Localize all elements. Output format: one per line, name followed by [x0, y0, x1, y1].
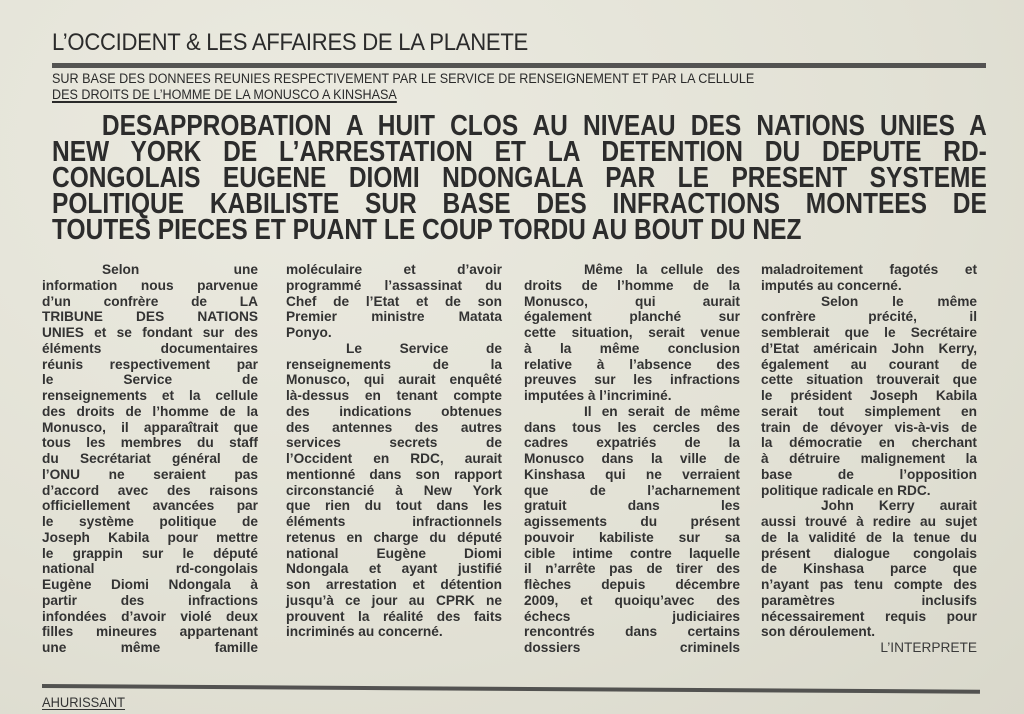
next-section-heading: AHURISSANT	[42, 694, 126, 710]
body-line: tous les membres du staff	[42, 435, 258, 451]
body-line: des indications obtenues	[286, 403, 502, 419]
body-line: Selon une	[102, 262, 258, 277]
body-line: programmé l’assassinat du	[286, 277, 502, 293]
body-line: rencontrés dans certains	[524, 624, 740, 640]
body-line: le président Joseph Kabila	[761, 388, 977, 403]
body-line: droits de l’homme de la	[524, 277, 740, 293]
headline-line: POLITIQUE KABILISTE SUR BASE DES INFRACTIONS MONTEES DE	[52, 188, 987, 220]
body-line: preuves sur les infractions	[524, 372, 740, 388]
article-headline	[52, 110, 987, 246]
body-line: circonstancié à New York	[286, 482, 502, 498]
body-line: 2009, et quoiqu’avec des	[524, 592, 740, 608]
kicker-line-1: SUR BASE DES DONNEES REUNIES RESPECTIVEMENT PAR LE SERVICE DE RENSEIGNEMENT ET PAR LA CELLULE	[52, 71, 755, 86]
body-line: Eugène Diomi Ndongala à	[42, 577, 258, 592]
body-line: agissements du présent	[524, 514, 740, 529]
body-line: moléculaire et d’avoir	[286, 262, 502, 277]
body-line: UNIES et se fondant sur des	[42, 325, 258, 340]
headline-line: NEW YORK DE L’ARRESTATION ET LA DETENTION DU DEPUTE RD-	[52, 136, 987, 168]
body-line: Kinshasa qui ne verraient	[524, 466, 740, 482]
body-line: partir des infractions	[42, 592, 258, 608]
body-line: à la même conclusion	[524, 340, 740, 356]
body-line: base de l’opposition	[761, 466, 977, 482]
body-line: relative à l’absence des	[524, 356, 740, 372]
body-line: présent dialogue congolais	[761, 545, 977, 561]
body-line: cible intime contre laquelle	[524, 545, 740, 561]
section-title: L’OCCIDENT & LES AFFAIRES DE LA PLANETE	[52, 29, 528, 56]
body-line: à détruire malignement la	[761, 451, 977, 466]
body-line: pouvoir kabiliste sur sa	[524, 529, 740, 545]
headline-line: DESAPPROBATION A HUIT CLOS AU NIVEAU DES NATIONS UNIES A	[101, 110, 987, 142]
body-line: incriminés au concerné.	[286, 624, 443, 640]
body-line: imputés au concerné.	[761, 277, 902, 293]
body-line: Monusco dans la ville de	[524, 451, 740, 466]
body-line: renseignements et la cellule	[42, 388, 258, 403]
author-signature: L’INTERPRETE	[880, 640, 977, 655]
body-line: il n’arrête pas de tirer des	[524, 561, 740, 577]
article-column-4	[761, 262, 977, 656]
body-line: politique radicale en RDC.	[761, 482, 931, 498]
article-column-3	[524, 262, 740, 656]
body-line: une même famille	[42, 640, 258, 655]
body-line: le grappin sur le député	[42, 545, 258, 561]
body-line: n’ayant pas tenu compte des	[761, 577, 977, 592]
body-line: d’Etat américain John Kerry,	[761, 340, 977, 356]
headline-line: CONGOLAIS EUGENE DIOMI NDONGALA PAR LE PRESENT SYSTEME	[52, 162, 987, 194]
body-line: Joseph Kabila pour mettre	[42, 529, 258, 545]
body-line: John Kerry aurait	[821, 498, 977, 514]
body-line: nécessairement requis pour	[761, 608, 977, 624]
body-line: des antennes des autres	[286, 419, 502, 435]
body-line: d’un confrère de LA	[42, 293, 258, 309]
body-line: maladroitement fagotés et	[761, 262, 977, 277]
body-line: infondées d’avoir violé deux	[42, 608, 258, 624]
body-line: retenus en charge du député	[286, 529, 502, 545]
body-line: que de l’acharnement	[524, 482, 740, 498]
body-line: jusqu’à ce jour au CPRK ne	[286, 592, 502, 608]
body-line: le Service de	[42, 372, 258, 388]
headline-line: TOUTES PIECES ET PUANT LE COUP TORDU AU BOUT DU NEZ	[52, 214, 802, 246]
body-line: mentionné dans son rapport	[286, 466, 502, 482]
body-line: Ndongala et ayant justifié	[286, 561, 502, 577]
body-line: filles mineures appartenant	[42, 624, 258, 640]
body-line: dossiers criminels	[524, 640, 740, 655]
body-line: cette situation trouverait que	[761, 372, 977, 388]
body-line: paramètres inclusifs	[761, 592, 977, 608]
body-line: de la validité de la tenue du	[761, 529, 977, 545]
body-line: Ponyo.	[286, 325, 332, 340]
body-line: flèches depuis décembre	[524, 577, 740, 592]
body-line: semblerait que le Secrétaire	[761, 325, 977, 340]
body-line: cette situation, serait venue	[524, 325, 740, 340]
body-line: que rien du tout dans les	[286, 498, 502, 514]
body-line: train de dévoyer vis-à-vis de	[761, 419, 977, 435]
body-line: national Eugène Diomi	[286, 545, 502, 561]
body-line: prouvent la réalité des faits	[286, 608, 502, 624]
body-line: son arrestation et détention	[286, 577, 502, 592]
kicker-subheading	[52, 71, 936, 103]
body-line: officiellement avancées par	[42, 498, 258, 514]
body-line: information nous parvenue	[42, 277, 258, 293]
body-line: échecs judiciaires	[524, 608, 740, 624]
body-line: des droits de l’homme de la	[42, 403, 258, 419]
body-line: Le Service de	[346, 340, 502, 356]
body-line: l’Occident en RDC, aurait	[286, 451, 502, 466]
body-line: dans tous les cercles des	[524, 419, 740, 435]
body-line: également planché sur	[524, 309, 740, 325]
body-line: son déroulement.	[761, 624, 876, 640]
top-rule-divider	[52, 63, 986, 68]
body-line: éléments infractionnels	[286, 514, 502, 529]
body-line: Selon le même	[821, 293, 977, 309]
body-line: national rd-congolais	[42, 561, 258, 577]
bottom-rule-divider	[42, 684, 980, 694]
body-line: Monusco, il apparaîtrait que	[42, 419, 258, 435]
article-column-2	[286, 262, 502, 640]
body-line: renseignements de la	[286, 356, 502, 372]
body-line: Premier ministre Matata	[286, 309, 502, 325]
body-line: là-dessus en tenant compte	[286, 388, 502, 403]
article-column-1	[42, 262, 258, 656]
body-line: Il en serait de même	[584, 403, 740, 419]
body-line: confrère précité, il	[761, 309, 977, 325]
body-line: également au courant de	[761, 356, 977, 372]
body-line: Chef de l’Etat et de son	[286, 293, 502, 309]
body-line: Monusco, qui aurait	[524, 293, 740, 309]
body-line: d’accord avec des raisons	[42, 482, 258, 498]
body-line: éléments documentaires	[42, 340, 258, 356]
body-line: TRIBUNE DES NATIONS	[42, 309, 258, 325]
body-line: l’ONU ne seraient pas	[42, 466, 258, 482]
body-line: cadres expatriés de la	[524, 435, 740, 451]
body-line: le système politique de	[42, 514, 258, 529]
body-line: la démocratie en cherchant	[761, 435, 977, 451]
body-line: imputées à l’incriminé.	[524, 388, 672, 403]
article-body	[40, 262, 980, 682]
body-line: Même la cellule des	[584, 262, 740, 277]
body-line: serait tout simplement en	[761, 403, 977, 419]
body-line: réunis respectivement par	[42, 356, 258, 372]
body-line: du Secrétariat général de	[42, 451, 258, 466]
body-line: services secrets de	[286, 435, 502, 451]
body-line: de Kinshasa parce que	[761, 561, 977, 577]
body-line: gratuit dans les	[524, 498, 740, 514]
body-line: aussi trouvé à redire au sujet	[761, 514, 977, 529]
body-line: Monusco, qui aurait enquêté	[286, 372, 502, 388]
kicker-line-2: DES DROITS DE L’HOMME DE LA MONUSCO A KINSHASA	[52, 87, 397, 102]
